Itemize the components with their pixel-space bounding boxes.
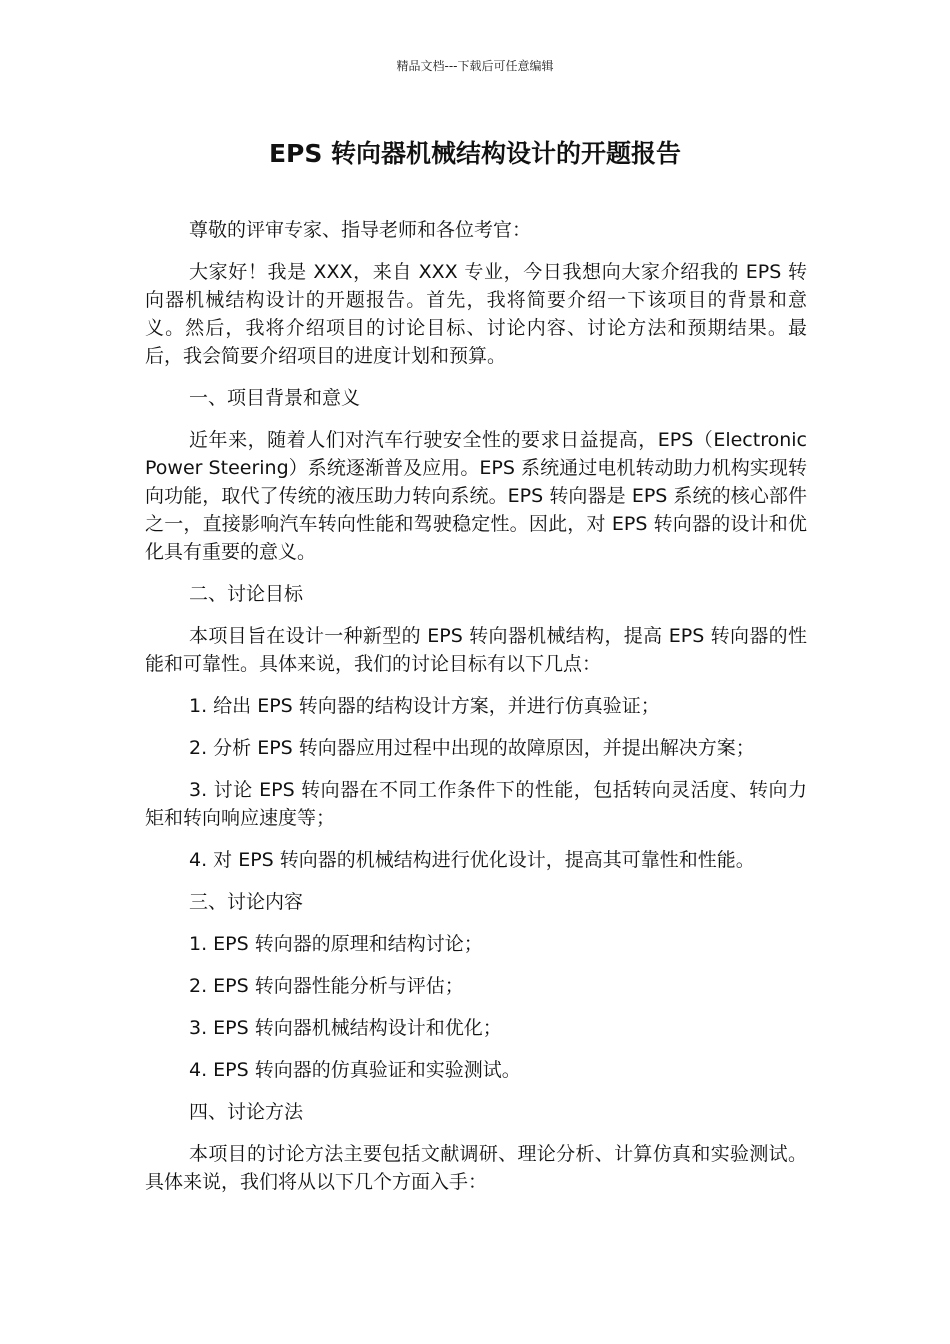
document-body xyxy=(145,216,807,1210)
list-item-content-3: 3. EPS 转向器机械结构设计和优化； xyxy=(189,1017,502,1039)
list-item-objective-3: 3. 讨论 EPS 转向器在不同工作条件下的性能，包括转向灵活度、转向力矩和转向响应速度等； xyxy=(145,779,807,829)
paragraph-intro: 大家好！我是 XXX，来自 XXX 专业，今日我想向大家介绍我的 EPS 转向器机械结构设计的开题报告。首先，我将简要介绍一下该项目的背景和意义。然后，我将介绍项目的讨论目标、讨论内容、讨论方法和预期结果。最后，我会简要介绍项目的进度计划和预算。 xyxy=(145,261,807,367)
paragraph-salutation: 尊敬的评审专家、指导老师和各位考官： xyxy=(189,219,532,241)
section-heading-methods: 四、讨论方法 xyxy=(189,1101,304,1123)
list-item-objective-2: 2. 分析 EPS 转向器应用过程中出现的故障原因，并提出解决方案； xyxy=(189,737,755,759)
list-item-content-2: 2. EPS 转向器性能分析与评估； xyxy=(189,975,464,997)
paragraph-objectives: 本项目旨在设计一种新型的 EPS 转向器机械结构，提高 EPS 转向器的性能和可靠性。具体来说，我们的讨论目标有以下几点： xyxy=(145,625,807,675)
list-item-objective-1: 1. 给出 EPS 转向器的结构设计方案，并进行仿真验证； xyxy=(189,695,660,717)
section-heading-objectives: 二、讨论目标 xyxy=(189,583,304,605)
list-item-objective-4: 4. 对 EPS 转向器的机械结构进行优化设计，提高其可靠性和性能。 xyxy=(189,849,755,871)
section-heading-content: 三、讨论内容 xyxy=(189,891,304,913)
section-heading-background: 一、项目背景和意义 xyxy=(189,387,361,409)
list-item-content-4: 4. EPS 转向器的仿真验证和实验测试。 xyxy=(189,1059,521,1081)
page-header: 精品文档---下载后可任意编辑 xyxy=(396,59,554,73)
paragraph-methods: 本项目的讨论方法主要包括文献调研、理论分析、计算仿真和实验测试。具体来说，我们将从以下几个方面入手： xyxy=(145,1143,807,1193)
list-item-content-1: 1. EPS 转向器的原理和结构讨论； xyxy=(189,933,483,955)
paragraph-background: 近年来，随着人们对汽车行驶安全性的要求日益提高，EPS（Electronic Power Steering）系统逐渐普及应用。EPS 系统通过电机转动助力机构实现转向功能，取代了传统的液压助力转向系统。EPS 转向器是 EPS 系统的核心部件之一，直接影响汽车转向性能和驾驶稳定性。因此，对 EPS 转向器的设计和优化具有重要的意义。 xyxy=(145,429,807,563)
document-title: EPS 转向器机械结构设计的开题报告 xyxy=(268,139,682,168)
